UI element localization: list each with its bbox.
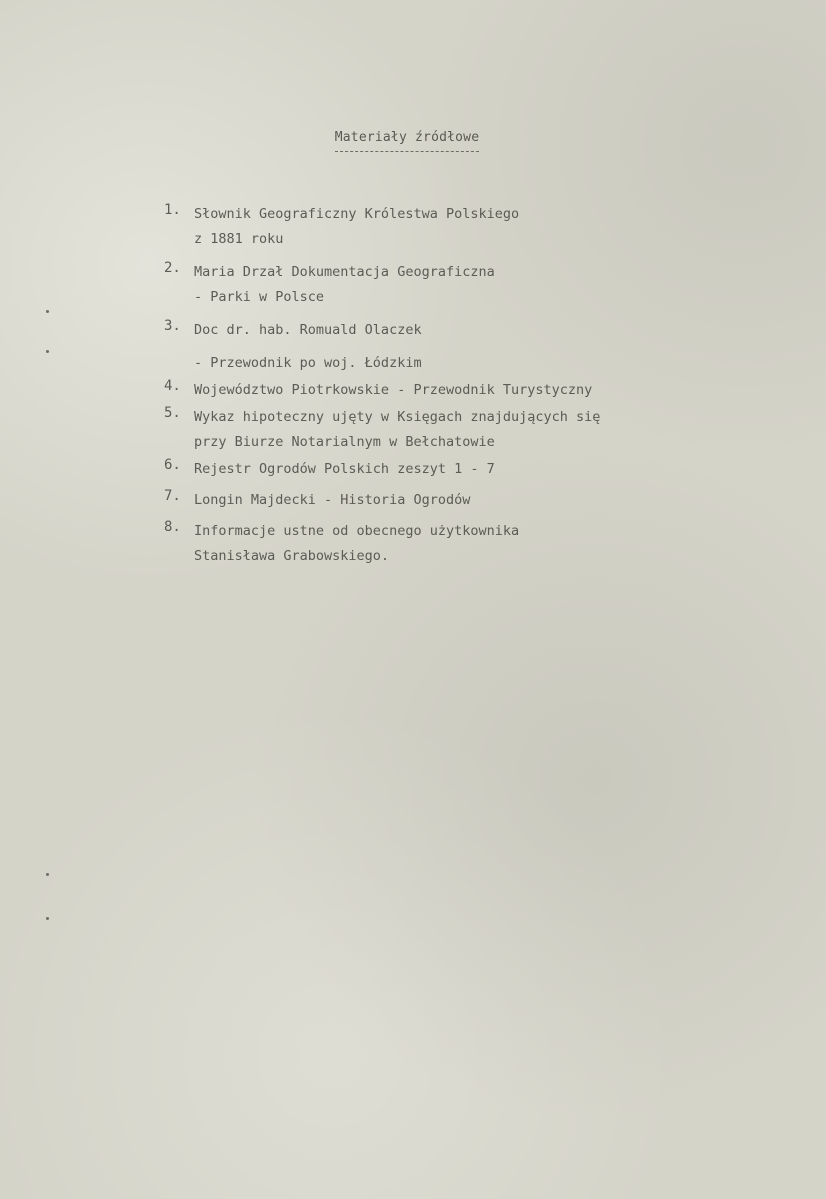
margin-speck	[46, 350, 49, 353]
source-line: Maria Drzał Dokumentacja Geograficzna	[194, 264, 495, 280]
heading-block	[298, 126, 516, 152]
source-line: z 1881 roku	[194, 231, 284, 247]
source-number: 6.	[164, 457, 181, 473]
source-line: - Parki w Polsce	[194, 289, 325, 305]
source-item-1	[164, 202, 764, 252]
source-line: Doc dr. hab. Romuald Olaczek	[194, 322, 422, 338]
source-item-4	[164, 378, 764, 403]
source-list	[164, 202, 764, 569]
source-item-2	[164, 260, 764, 310]
source-number: 2.	[164, 260, 181, 276]
source-number: 8.	[164, 519, 181, 535]
source-number: 3.	[164, 318, 181, 334]
source-number: 1.	[164, 202, 181, 218]
source-line: Stanisława Grabowskiego.	[194, 548, 390, 564]
source-item-3	[164, 318, 764, 376]
source-item-8	[164, 519, 764, 569]
page-title: Materiały źródłowe	[335, 130, 479, 152]
source-line: Rejestr Ogrodów Polskich zeszyt 1 - 7	[194, 461, 495, 477]
source-line: Longin Majdecki - Historia Ogrodów	[194, 492, 471, 508]
source-item-5	[164, 405, 764, 455]
source-line: Województwo Piotrkowskie - Przewodnik Turystyczny	[194, 382, 593, 398]
source-number: 7.	[164, 488, 181, 504]
margin-speck	[46, 873, 49, 876]
source-number: 5.	[164, 405, 181, 421]
source-line: Wykaz hipoteczny ujęty w Księgach znajdujących się	[194, 409, 601, 425]
margin-speck	[46, 310, 49, 313]
source-line: Informacje ustne od obecnego użytkownika	[194, 523, 520, 539]
margin-speck	[46, 917, 49, 920]
source-line: - Przewodnik po woj. Łódzkim	[194, 355, 422, 371]
source-line: Słownik Geograficzny Królestwa Polskiego	[194, 206, 520, 222]
source-item-7	[164, 488, 764, 513]
source-number: 4.	[164, 378, 181, 394]
source-line: przy Biurze Notarialnym w Bełchatowie	[194, 434, 495, 450]
source-item-6	[164, 457, 764, 482]
